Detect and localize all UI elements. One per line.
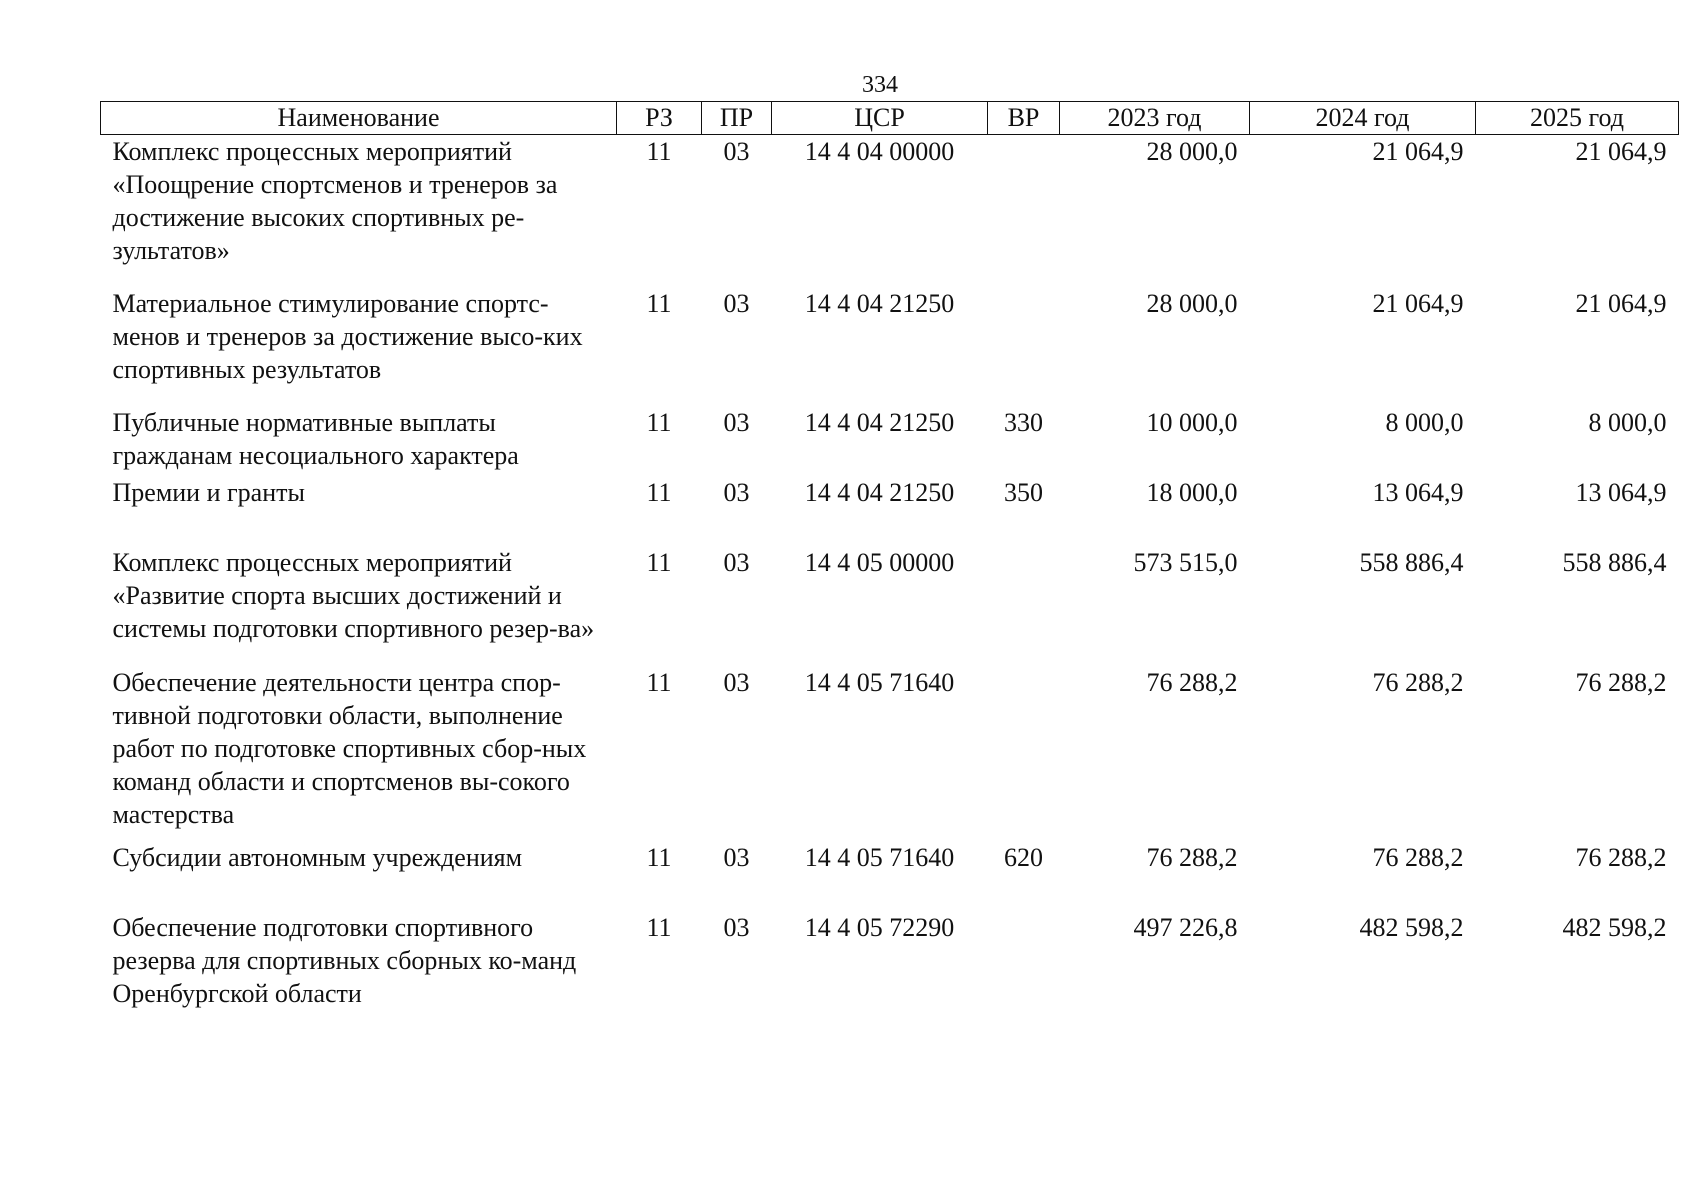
header-2025: 2025 год <box>1476 102 1679 135</box>
row-2023: 10 000,0 <box>1146 408 1238 437</box>
header-2023: 2023 год <box>1060 102 1250 135</box>
row-2023: 18 000,0 <box>1146 478 1238 507</box>
row-pr: 03 <box>723 843 750 872</box>
row-name: Комплекс процессных мероприятий «Развитие спорта высших достижений и системы подготовки спортивного резер-ва» <box>112 548 595 643</box>
row-rz: 11 <box>646 668 672 697</box>
header-csr: ЦСР <box>772 102 988 135</box>
row-csr: 14 4 05 00000 <box>804 548 955 577</box>
row-vr <box>988 546 1060 666</box>
header-pr: ПР <box>702 102 772 135</box>
table-row <box>101 287 1679 406</box>
row-pr: 03 <box>723 913 750 942</box>
header-2024: 2024 год <box>1250 102 1476 135</box>
row-2025: 558 886,4 <box>1562 548 1667 577</box>
row-2023: 497 226,8 <box>1133 913 1238 942</box>
row-2023: 573 515,0 <box>1133 548 1238 577</box>
table-row <box>101 476 1679 546</box>
row-pr: 03 <box>723 408 750 437</box>
row-2025: 8 000,0 <box>1588 408 1667 437</box>
row-vr: 330 <box>1004 408 1043 437</box>
row-name: Обеспечение деятельности центра спор-тивной подготовки области, выполнение работ по подготовке спортивных сбор-ных команд области и спортсменов вы-сокого мастерства <box>112 668 587 829</box>
row-2025: 482 598,2 <box>1562 913 1667 942</box>
row-2024: 21 064,9 <box>1372 137 1464 166</box>
row-2024: 76 288,2 <box>1372 668 1464 697</box>
row-2023: 76 288,2 <box>1146 668 1238 697</box>
row-csr: 14 4 04 21250 <box>804 408 955 437</box>
row-vr <box>988 666 1060 841</box>
row-2025: 76 288,2 <box>1575 668 1667 697</box>
row-2024: 76 288,2 <box>1372 843 1464 872</box>
row-2025: 21 064,9 <box>1575 289 1667 318</box>
row-csr: 14 4 05 71640 <box>804 843 955 872</box>
row-2024: 482 598,2 <box>1359 913 1464 942</box>
row-vr <box>988 287 1060 406</box>
row-2025: 13 064,9 <box>1575 478 1667 507</box>
row-2023: 28 000,0 <box>1146 137 1238 166</box>
row-name: Комплекс процессных мероприятий «Поощрение спортсменов и тренеров за достижение высоких спортивных ре-зультатов» <box>112 137 558 265</box>
row-rz: 11 <box>646 137 672 166</box>
row-vr <box>988 135 1060 288</box>
row-2025: 76 288,2 <box>1575 843 1667 872</box>
row-csr: 14 4 05 71640 <box>804 668 955 697</box>
header-name: Наименование <box>101 102 617 135</box>
row-rz: 11 <box>646 408 672 437</box>
row-vr: 620 <box>1004 843 1043 872</box>
header-rz: РЗ <box>617 102 702 135</box>
row-csr: 14 4 04 21250 <box>804 478 955 507</box>
page-number: 334 <box>862 72 898 98</box>
row-vr <box>988 911 1060 1010</box>
table-header-row <box>101 102 1679 135</box>
table-row <box>101 546 1679 666</box>
row-name: Материальное стимулирование спортс-менов и тренеров за достижение высо-ких спортивных результатов <box>112 289 583 384</box>
row-rz: 11 <box>646 843 672 872</box>
table-row <box>101 666 1679 841</box>
row-name: Субсидии автономным учреждениям <box>112 843 523 872</box>
row-name: Публичные нормативные выплаты гражданам несоциального характера <box>112 408 519 470</box>
row-rz: 11 <box>646 913 672 942</box>
row-2024: 8 000,0 <box>1385 408 1464 437</box>
row-name: Обеспечение подготовки спортивного резерва для спортивных сборных ко-манд Оренбургской области <box>112 913 577 1008</box>
row-rz: 11 <box>646 289 672 318</box>
row-2023: 76 288,2 <box>1146 843 1238 872</box>
table-row <box>101 406 1679 476</box>
row-pr: 03 <box>723 548 750 577</box>
row-pr: 03 <box>723 478 750 507</box>
header-vr: ВР <box>988 102 1060 135</box>
row-2024: 13 064,9 <box>1372 478 1464 507</box>
row-vr: 350 <box>1004 478 1043 507</box>
row-pr: 03 <box>723 668 750 697</box>
row-csr: 14 4 04 21250 <box>804 289 955 318</box>
row-2024: 558 886,4 <box>1359 548 1464 577</box>
budget-table <box>100 101 1679 1010</box>
table-row <box>101 911 1679 1010</box>
row-pr: 03 <box>723 137 750 166</box>
row-2025: 21 064,9 <box>1575 137 1667 166</box>
table-row <box>101 135 1679 288</box>
row-2024: 21 064,9 <box>1372 289 1464 318</box>
row-rz: 11 <box>646 548 672 577</box>
row-pr: 03 <box>723 289 750 318</box>
row-csr: 14 4 05 72290 <box>804 913 955 942</box>
table-row <box>101 841 1679 911</box>
row-rz: 11 <box>646 478 672 507</box>
row-2023: 28 000,0 <box>1146 289 1238 318</box>
row-name: Премии и гранты <box>112 478 305 507</box>
row-csr: 14 4 04 00000 <box>804 137 955 166</box>
